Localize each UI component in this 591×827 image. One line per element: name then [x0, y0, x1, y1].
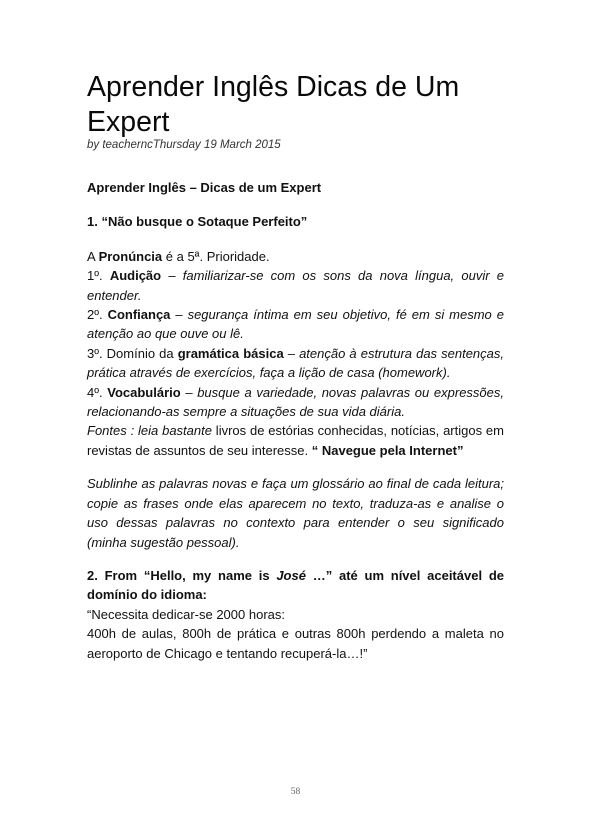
intro-text-a: A — [87, 248, 99, 264]
item-2-bold: Confiança — [107, 307, 171, 323]
fontes-paragraph — [87, 421, 504, 460]
list-item-1 — [87, 266, 504, 305]
intro-paragraph — [87, 247, 504, 266]
item-4-text: – busque a variedade, novas palavras ou expressões, relacionando-as sempre a situações de sua vida diária. — [87, 384, 505, 420]
item-2-number: 2º. — [87, 307, 108, 323]
item-4-number: 4º. — [87, 384, 108, 400]
section-2-italic: José — [276, 567, 306, 583]
item-3-number: 3º. Domínio da — [87, 345, 178, 361]
page-title: Aprender Inglês Dicas de Um Expert — [87, 71, 460, 138]
article-body — [87, 178, 504, 663]
intro-bold: Pronúncia — [98, 248, 163, 264]
item-3-text: – atenção à estrutura das sentenças, prática através de exercícios, faça a lição de casa (homework). — [87, 345, 505, 381]
section-2-text-a: 2. From “Hello, my name is — [87, 567, 277, 583]
item-1-bold: Audição — [109, 268, 162, 284]
list-item-2 — [87, 305, 504, 344]
fontes-bold: “ Navegue pela Internet” — [311, 442, 464, 458]
byline: by teacherncThursday 19 March 2015 — [87, 139, 281, 151]
item-3-bold: gramática básica — [177, 345, 284, 361]
tip-paragraph: Sublinhe as palavras novas e faça um glossário ao final de cada leitura; copie as frases onde elas aparecem no texto, traduza-as e analise o uso dessas palavras no contexto para entender o seu significado (minha sugestão pessoal). — [87, 476, 504, 550]
section-2-text-b: …” até um nível aceitável de domínio do idioma: — [87, 567, 504, 603]
quote-line-1: “Necessita dedicar-se 2000 horas: — [87, 606, 285, 622]
page-number: 58 — [290, 787, 301, 797]
list-item-4 — [87, 383, 504, 422]
fontes-text: livros de estórias conhecidas, notícias, artigos em revistas de assuntos de seu interesse. — [87, 423, 504, 458]
fontes-italic: Fontes : leia bastante — [87, 423, 212, 439]
section-1-heading: 1. “Não busque o Sotaque Perfeito” — [87, 214, 308, 230]
quote-line-2: 400h de aulas, 800h de prática e outras 800h perdendo a maleta no aeroporto de Chicago e tentando recuperá-la…!” — [87, 626, 504, 661]
main-heading: Aprender Inglês – Dicas de um Expert — [87, 180, 322, 195]
intro-text-c: é a 5ª. Prioridade. — [162, 248, 270, 264]
list-item-3 — [87, 344, 504, 383]
item-1-number: 1º. — [87, 268, 110, 284]
item-4-bold: Vocabulário — [107, 384, 181, 400]
section-2-heading — [87, 566, 504, 605]
item-2-text: – segurança íntima em seu objetivo, fé em si mesmo e atenção ao que ouve ou lê. — [87, 307, 504, 342]
item-1-text: – familiarizar-se com os sons da nova língua, ouvir e entender. — [87, 268, 504, 303]
